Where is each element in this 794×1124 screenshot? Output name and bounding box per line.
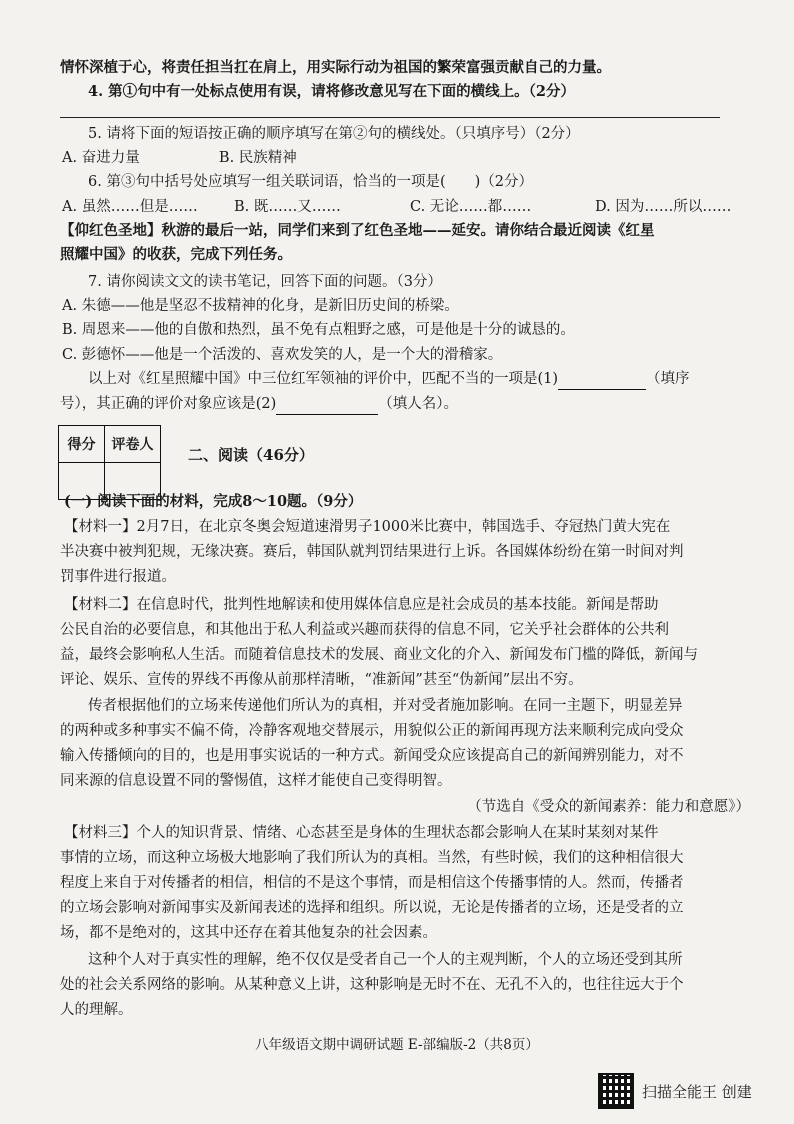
question-6: 6. 第③句中括号处应填写一组关联词语，恰当的一项是( )（2分） [88,174,533,190]
material-2: 的两种或多种事实不偏不倚，冷静客观地交替展示，用貌似公正的新闻再现方法来顺利完成向受众 [60,723,684,739]
material-3: 这种个人对于真实性的理解，绝不仅仅是受者自己一个人的主观判断，个人的立场还受到其所 [88,952,683,968]
option-c: C. 无论……都…… [410,199,532,215]
option-d: D. 因为……所以…… [595,199,732,215]
option-b: B. 既……又…… [234,199,341,215]
grader-header: 评卷人 [105,426,161,463]
q6-options [62,197,752,217]
material-2: 公民自治的必要信息，和其他出于私人利益或兴趣而获得的信息不同，它关乎社会群体的公共利 [60,622,669,638]
text-line: 情怀深植于心，将责任担当扛在肩上，用实际行动为祖国的繁荣富强贡献自己的力量。 [60,59,611,76]
material-3: 场，都不是绝对的，这其中还存在着其他复杂的社会因素。 [60,925,437,941]
material-2: 传者根据他们的立场来传递他们所认为的真相，并对受者施加影响。在同一主题下，明显差异 [88,698,683,714]
fill-text: 以上对《红星照耀中国》中三位红军领袖的评价中，匹配不当的一项是(1) [88,371,559,387]
question-7: 7. 请你阅读文文的读书笔记，回答下面的问题。（3分） [88,274,442,290]
material-2: 【材料二】在信息时代，批判性地解读和使用媒体信息应是社会成员的基本技能。新闻是帮助 [64,597,659,613]
option-a: A. 奋进力量 [62,150,140,166]
material-2: 评论、娱乐、宣传的界线不再像从前那样清晰，“准新闻”甚至“伪新闻”层出不穷。 [60,672,583,688]
option-b: B. 民族精神 [218,150,297,166]
page-footer: 八年级语文期中调研试题 E-部编版-2（共8页） [255,1037,539,1053]
material-1: 半决赛中被判犯规，无缘决赛。赛后，韩国队就判罚结果进行上诉。各国媒体纷纷在第一时间对判 [60,544,684,560]
material-3: 程度上来自于对传播者的相信，相信的不是这个事情，而是相信这个传播事情的人。然而，传播者 [60,875,684,891]
qr-code-icon [598,1073,634,1109]
material-1: 罚事件进行报道。 [60,569,176,585]
score-header: 得分 [59,426,105,463]
fill-text: 号），其正确的评价对象应该是(2) [60,396,277,412]
reading-heading: (一) 阅读下面的材料，完成8～10题。（9分） [64,493,363,510]
material-3: 的立场会影响对新闻事实及新闻表述的选择和组织。所以说，无论是传播者的立场，还是受者的立 [60,900,684,916]
blank-2[interactable] [276,394,378,415]
blank-1[interactable] [558,369,646,390]
material-3: 事情的立场，而这种立场极大地影响了我们所认为的真相。当然，有些时候，我们的这种相信很大 [60,850,684,866]
fill-text: （填序 [646,371,690,387]
question-4: 4. 第①句中有一处标点使用有误，请将修改意见写在下面的横线上。（2分） [88,83,576,100]
material-2-source: （节选自《受众的新闻素养：能力和意愿》） [467,799,750,815]
q7-fill-2 [60,394,750,415]
question-5: 5. 请将下面的短语按正确的顺序填写在第②句的横线处。（只填序号）（2分） [88,126,580,142]
material-2: 同来源的信息设置不同的警惕值，这样才能使自己变得明智。 [60,773,452,789]
material-2: 输入传播倾向的目的，也是用事实说话的一种方式。新闻受众应该提高自己的新闻辨别能力，对不 [60,748,684,764]
option-a: A. 朱德——他是坚忍不拔精神的化身，是新旧历史间的桥梁。 [62,298,459,314]
q7-fill-1 [88,369,778,390]
material-3: 人的理解。 [60,1002,133,1018]
material-3: 【材料三】个人的知识背景、情绪、心态甚至是身体的生理状态都会影响人在某时某刻对某件 [64,825,659,841]
score-table [58,425,161,500]
q5-options [62,148,752,168]
material-1: 【材料一】2月7日，在北京冬奥会短道速滑男子1000米比赛中，韩国选手、夺冠热门黄大宪在 [64,519,671,535]
task-intro: 【仰红色圣地】秋游的最后一站，同学们来到了红色圣地——延安。请你结合最近阅读《红星 [60,222,655,239]
option-a: A. 虽然……但是…… [62,199,198,215]
answer-line [60,117,720,118]
task-intro: 照耀中国》的收获，完成下列任务。 [60,246,292,263]
section-title: 二、阅读（46分） [188,446,314,464]
fill-text: （填人名）。 [378,396,459,412]
material-3: 处的社会关系网络的影响。从某种意义上讲，这种影响是无时不在、无孔不入的，也往往远大于个 [60,977,684,993]
option-c: C. 彭德怀——他是一个活泼的、喜欢发笑的人，是一个大的滑稽家。 [62,347,503,363]
watermark-text: 扫描全能王 创建 [642,1082,752,1101]
material-2: 益，最终会影响私人生活。而随着信息技术的发展、商业文化的介入、新闻发布门槛的降低，新闻与 [60,647,698,663]
option-b: B. 周恩来——他的自傲和热烈，虽不免有点粗野之感，可是他是十分的诚恳的。 [62,322,575,338]
scanner-watermark [598,1073,752,1109]
